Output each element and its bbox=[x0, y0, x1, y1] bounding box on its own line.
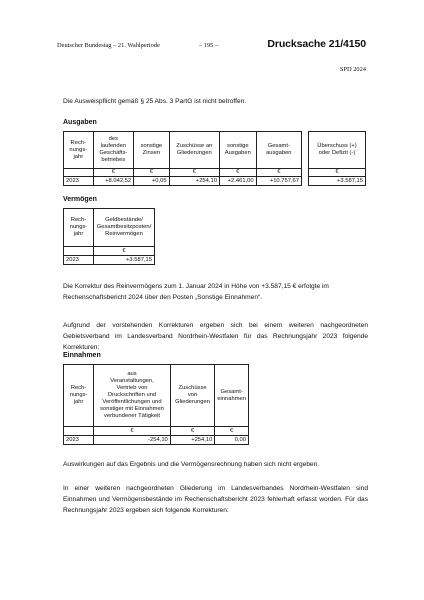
table-header-row bbox=[64, 365, 249, 427]
value-cell: -254,10 bbox=[94, 436, 171, 445]
document-number bbox=[267, 38, 366, 50]
party-year: SPD 2024 bbox=[339, 66, 366, 73]
value-cell: +254,10 bbox=[169, 177, 219, 186]
unit-cell bbox=[64, 247, 94, 256]
value-cell: 0,00 bbox=[215, 436, 249, 445]
paragraph-ausweispflicht: Die Ausweispflicht gemäß § 25 Abs. 3 PartG ist nicht betroffen. bbox=[63, 98, 247, 105]
column-header: des laufenden Geschäfts- betriebes bbox=[93, 132, 134, 169]
unit-cell: € bbox=[94, 427, 171, 436]
document-number-value: 4150 bbox=[343, 38, 366, 50]
value-cell: +8.042,52 bbox=[93, 177, 134, 186]
document-prefix: Drucksache 21/ bbox=[267, 38, 344, 50]
column-header: Rech- nungs- jahr bbox=[64, 365, 94, 427]
table-unit-row bbox=[64, 427, 249, 436]
table-header-row bbox=[64, 209, 155, 247]
header-parliament: Deutscher Bundestag – 21. Wahlperiode bbox=[57, 42, 160, 49]
table-row bbox=[64, 436, 249, 445]
column-header: sonstige Zinsen bbox=[134, 132, 169, 169]
unit-cell: € bbox=[170, 427, 215, 436]
unit-cell: € bbox=[169, 169, 219, 177]
page-number: – 195 – bbox=[199, 42, 219, 49]
column-header: Rech- nungs- jahr bbox=[64, 209, 94, 247]
table-row bbox=[64, 177, 302, 186]
paragraph-korrekturen-nrw: Aufgrund der vorstehenden Korrekturen ergeben sich bei einem weiteren nachgeordneten Gebietsverband im Landesverband Nordrhein-Westfalen für das Rechnungsjahr 2023 folgende Korrekturen: bbox=[63, 322, 368, 351]
column-header: Geldbestände/ Gesamtbesitzposten/ Reinvermögen bbox=[94, 209, 155, 247]
unit-cell: € bbox=[215, 427, 249, 436]
table-unit-row bbox=[64, 169, 302, 177]
section-title-vermoegen: Vermögen bbox=[63, 196, 97, 203]
value-cell: +3.587,15 bbox=[94, 256, 155, 265]
section-title-ausgaben: Ausgaben bbox=[63, 119, 97, 126]
column-header: Überschuss (+) oder Defizit (-) bbox=[309, 132, 366, 169]
table-header-row bbox=[64, 132, 302, 169]
column-header: aus Veranstaltungen, Vertrieb von Druckschriften und Veröffentlichungen und sonstiger mit Einnahmen verbundener Tätigkeit bbox=[94, 365, 171, 427]
year-cell: 2023 bbox=[64, 256, 94, 265]
ueberschuss-table bbox=[308, 131, 366, 186]
value-cell: +3.587,15 bbox=[309, 177, 366, 186]
unit-cell: € bbox=[309, 169, 366, 177]
table-row bbox=[64, 256, 155, 265]
vermoegen-table bbox=[63, 208, 155, 265]
paragraph-auswirkungen: Auswirkungen auf das Ergebnis und die Vermögensrechnung haben sich nicht ergeben. bbox=[63, 461, 320, 468]
ausgaben-table bbox=[63, 131, 302, 186]
table-row bbox=[309, 177, 366, 186]
column-header: Rech- nungs- jahr bbox=[64, 132, 94, 169]
value-cell: +254,10 bbox=[170, 436, 215, 445]
column-header: Gesamt- einnahmen bbox=[215, 365, 249, 427]
einnahmen-table bbox=[63, 364, 249, 445]
unit-cell: € bbox=[219, 169, 256, 177]
column-header: Gesamt- ausgaben bbox=[256, 132, 301, 169]
table-unit-row bbox=[64, 247, 155, 256]
unit-cell: € bbox=[93, 169, 134, 177]
paragraph-weitere-gliederung: In einer weiteren nachgeordneten Gliederung im Landesverbandes Nordrhein-Westfalen sind Einnahmen und Vermögensbestände im Rechenschaftsbericht 2023 fehlerhaft erfasst worden. Für das Rechnungsjahr 2023 ergeben sich folgende Korrekturen: bbox=[63, 485, 368, 514]
column-header: sonstige Ausgaben bbox=[219, 132, 256, 169]
unit-cell: € bbox=[256, 169, 301, 177]
paragraph-korrektur-reinvermoegen: Die Korrektur des Reinvermögens zum 1. Januar 2024 in Höhe von +3.587,15 € erfolgte im Rechenschaftsbericht 2024 über den Posten „Sonstige Einnahmen“. bbox=[63, 283, 329, 301]
unit-cell: € bbox=[94, 247, 155, 256]
unit-cell: € bbox=[134, 169, 169, 177]
value-cell: +10.757,67 bbox=[256, 177, 301, 186]
year-cell: 2023 bbox=[64, 436, 94, 445]
unit-cell bbox=[64, 427, 94, 436]
value-cell: +2.461,00 bbox=[219, 177, 256, 186]
column-header: Zuschüsse an Gliederungen bbox=[169, 132, 219, 169]
column-header: Zuschüsse von Gliederungen bbox=[170, 365, 215, 427]
section-title-einnahmen: Einnahmen bbox=[63, 352, 101, 359]
value-cell: +0,05 bbox=[134, 177, 169, 186]
year-cell: 2023 bbox=[64, 177, 94, 186]
unit-cell bbox=[64, 169, 94, 177]
